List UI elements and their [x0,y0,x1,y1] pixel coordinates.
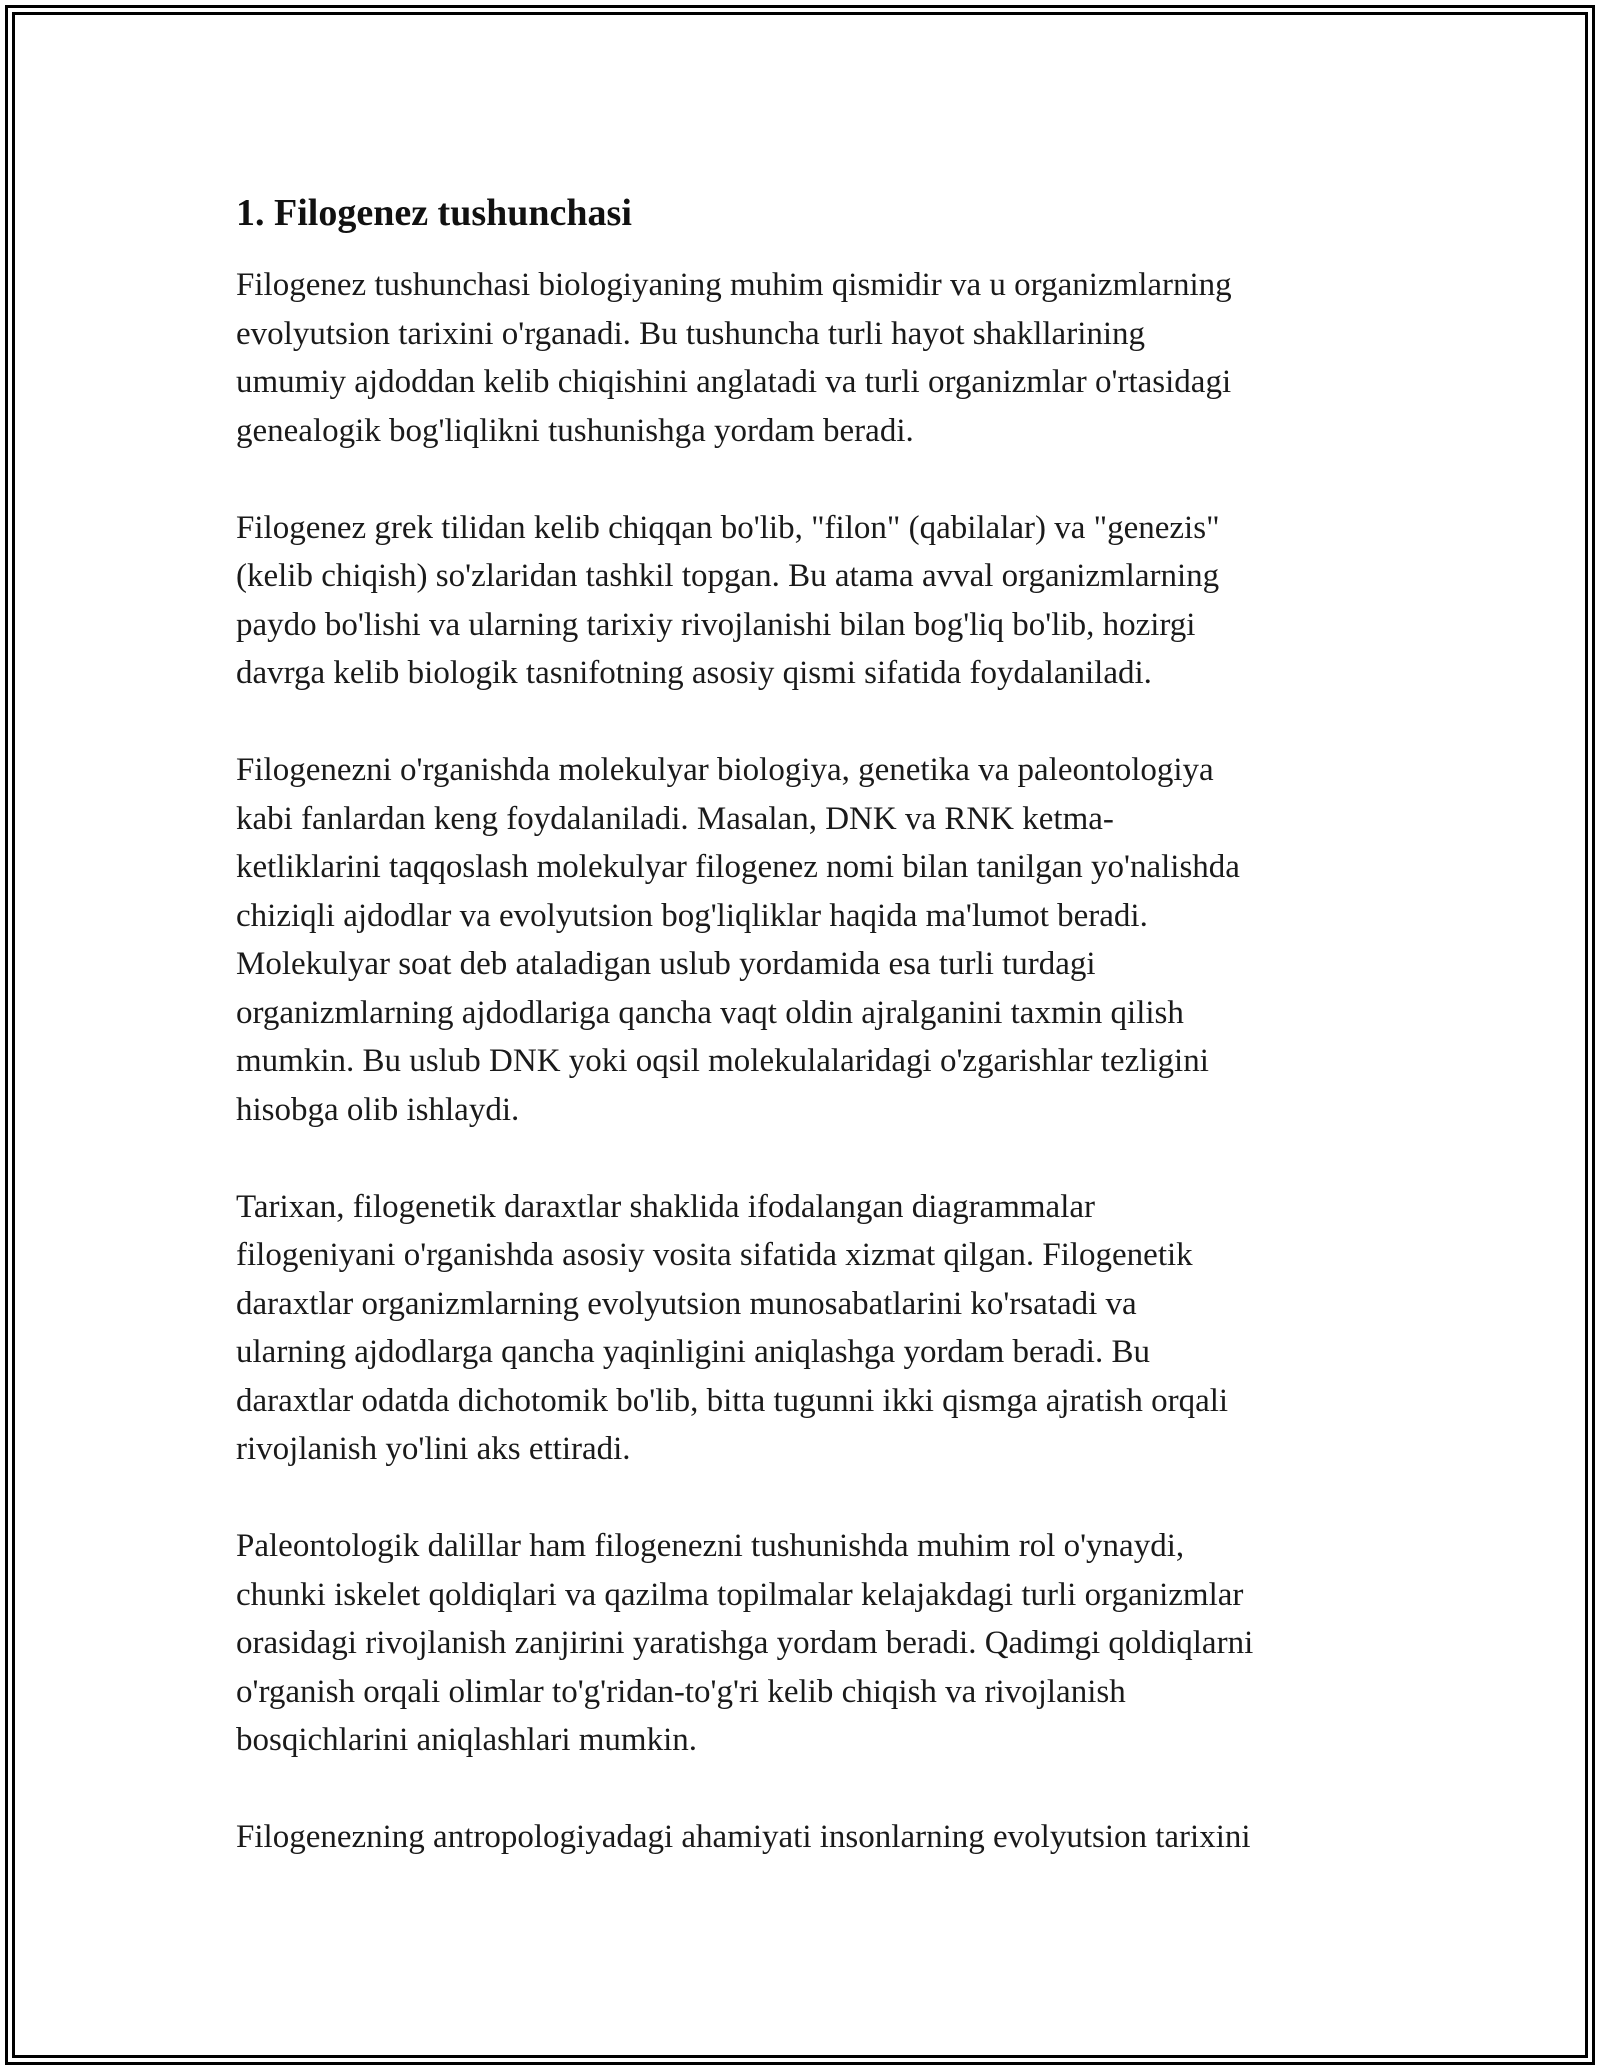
section-heading: 1. Filogenez tushunchasi [236,192,632,234]
document-body [236,185,1376,1910]
paragraph-etymology: Filogenez grek tilidan kelib chiqqan bo'lib, "filon" (qabilalar) va "genezis" (kelib chiqish) so'zlaridan tashkil topgan. Bu atama avval organizmlarning paydo bo'lishi va ularning tarixiy rivojlanishi bilan bog'liq bo'lib, hozirgi davrga kelib biologik tasnifotning asosiy qismi sifatida foydalaniladi. [236,509,1220,691]
paragraph-anthropology: Filogenezning antropologiyadagi ahamiyati insonlarning evolyutsion tarixini [236,1819,1251,1855]
paragraph-definition: Filogenez tushunchasi biologiyaning muhim qismidir va u organizmlarning evolyutsion tarixini o'rganadi. Bu tushuncha turli hayot shakllarining umumiy ajdoddan kelib chiqishini anglatadi va turli organizmlar o'rtasidagi genealogik bog'liqlikni tushunishga yordam beradi. [236,267,1232,449]
paragraph-phylogenetic-trees: Tarixan, filogenetik daraxtlar shaklida ifodalangan diagrammalar filogeniyani o'rganishda asosiy vosita sifatida xizmat qilgan. Filogenetik daraxtlar organizmlarning evolyutsion munosabatlarini ko'rsatadi va ularning ajdodlarga qancha yaqinligini aniqlashga yordam beradi. Bu daraxtlar odatda dichotomik bo'lib, bitta tugunni ikki qismga ajratish orqali rivojlanish yo'lini aks ettiradi. [236,1188,1229,1467]
paragraph-molecular-methods: Filogenezni o'rganishda molekulyar biologiya, genetika va paleontologiya kabi fanlardan keng foydalaniladi. Masalan, DNK va RNK ketma- ketliklarini taqqoslash molekulyar filogenez nomi bilan tanilgan yo'nalishda chiziqli ajdodlar va evolyutsion bog'liqliklar haqida ma'lumot beradi. Molekulyar soat deb ataladigan uslub yordamida esa turli turdagi organizmlarning ajdodlariga qancha vaqt oldin ajralganini taxmin qilish mumkin. Bu uslub DNK yoki oqsil molekulalaridagi o'zgarishlar tezligini hisobga olib ishlaydi. [236,752,1240,1128]
paragraph-paleontology: Paleontologik dalillar ham filogenezni tushunishda muhim rol o'ynaydi, chunki iskelet qoldiqlari va qazilma topilmalar kelajakdagi turli organizmlar orasidagi rivojlanish zanjirini yaratishga yordam beradi. Qadimgi qoldiqlarni o'rganish orqali olimlar to'g'ridan-to'g'ri kelib chiqish va rivojlanish bosqichlarini aniqlashlari mumkin. [236,1528,1254,1758]
